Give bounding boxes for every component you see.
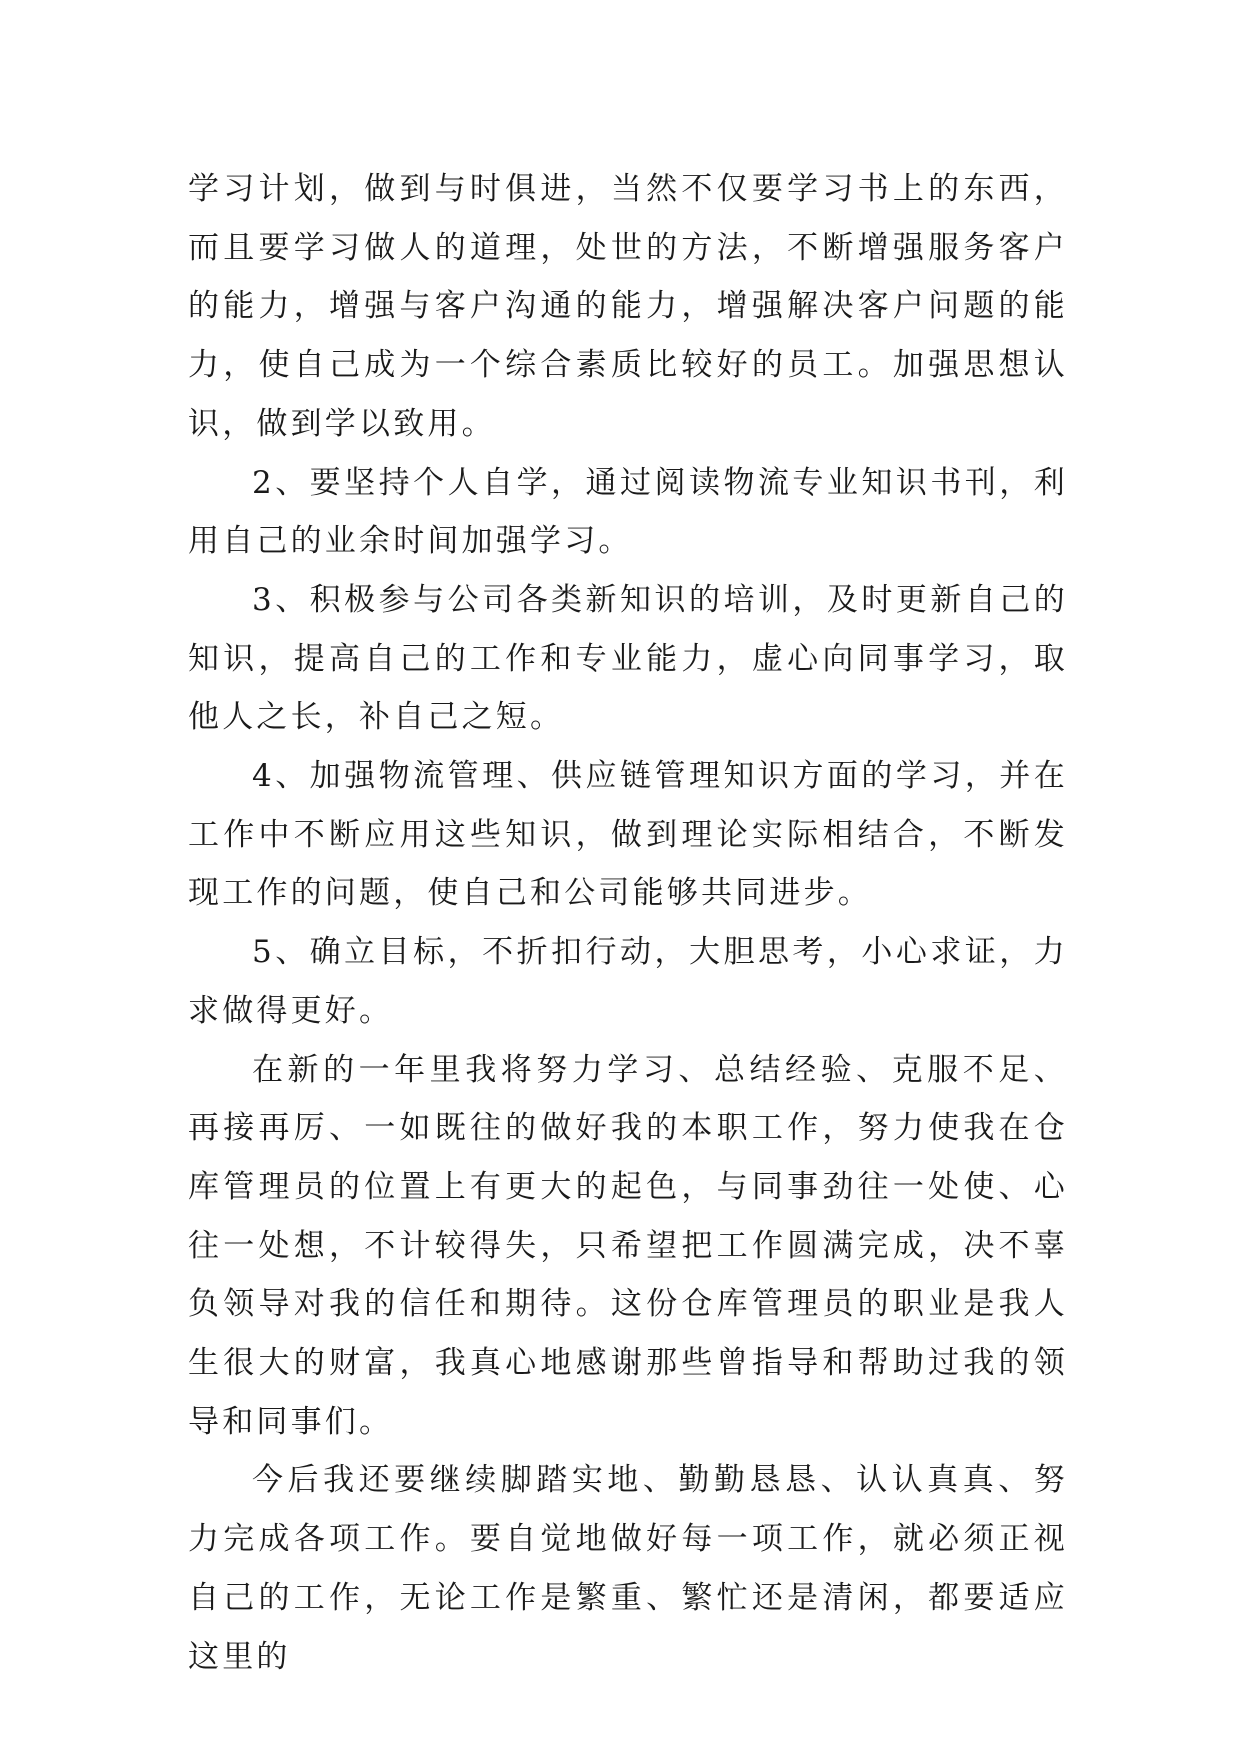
paragraph-future: 今后我还要继续脚踏实地、勤勤恳恳、认认真真、努力完成各项工作。要自觉地做好每一项工作，就必须正视自己的工作，无论工作是繁重、繁忙还是清闲，都要适应这里的 <box>188 1462 1068 1675</box>
paragraph-item-5: 5、确立目标，不折扣行动，大胆思考，小心求证，力求做得更好。 <box>188 934 1068 1029</box>
document-body <box>188 160 1068 1686</box>
paragraph-item-2: 2、要坚持个人自学，通过阅读物流专业知识书刊，利用自己的业余时间加强学习。 <box>188 464 1068 560</box>
paragraph-continuation: 学习计划，做到与时俱进，当然不仅要学习书上的东西，而且要学习做人的道理，处世的方法，不断增强服务客户的能力，增强与客户沟通的能力，增强解决客户问题的能力，使自己成为一个综合素质比较好的员工。加强思想认识，做到学以致用。 <box>188 171 1068 442</box>
paragraph-new-year: 在新的一年里我将努力学习、总结经验、克服不足、再接再厉、一如既往的做好我的本职工作，努力使我在仓库管理员的位置上有更大的起色，与同事劲往一处使、心往一处想，不计较得失，只希望把工作圆满完成，决不辜负领导对我的信任和期待。这份仓库管理员的职业是我人生很大的财富，我真心地感谢那些曾指导和帮助过我的领导和同事们。 <box>188 1051 1068 1440</box>
paragraph-item-4: 4、加强物流管理、供应链管理知识方面的学习，并在工作中不断应用这些知识，做到理论实际相结合，不断发现工作的问题，使自己和公司能够共同进步。 <box>188 758 1068 912</box>
paragraph-item-3: 3、积极参与公司各类新知识的培训，及时更新自己的知识，提高自己的工作和专业能力，虚心向同事学习，取他人之长，补自己之短。 <box>188 581 1068 736</box>
